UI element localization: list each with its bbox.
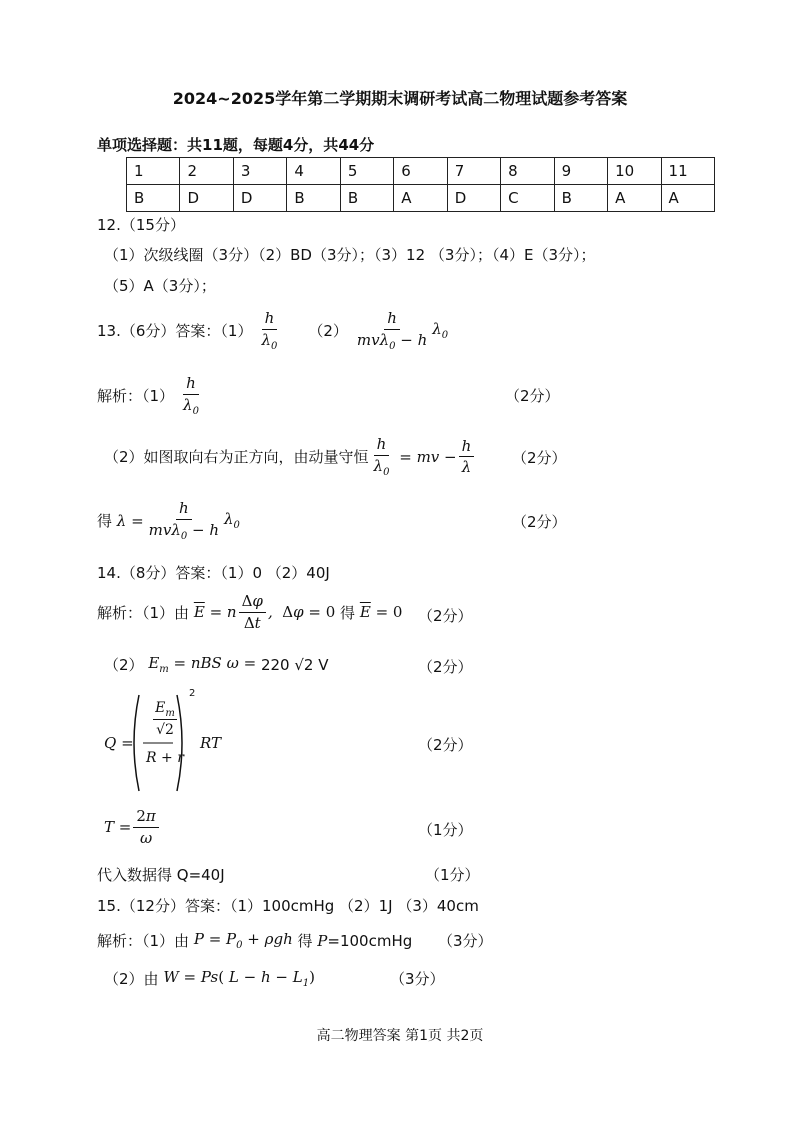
mc-heading: 单项选择题：共11题，每题4分，共44分 (97, 136, 375, 154)
q12-heading: 12.（15分） (97, 216, 185, 234)
formula-h-over-mvl0-minus-h: $\frac{h}{mv\lambda_0 - h}$ (148, 499, 219, 542)
score: （3分） (390, 970, 445, 988)
formula-dphi-zero: , Δφ = 0 (267, 603, 336, 621)
table-cell: D (180, 185, 233, 212)
table-cell: 1 (127, 158, 180, 185)
table-cell: A (394, 185, 447, 212)
q12-line2: （5）A（3分）； (104, 277, 216, 295)
formula-square: 2 (189, 688, 196, 699)
q14-daishu: 代入数据得 Q=40J (97, 866, 225, 884)
formula-sqrt2: √2 (289, 655, 319, 674)
q13-jiexi1 (97, 375, 204, 417)
formula-h-over-mvl0-minus-h: $\frac{h}{mv\lambda_0 - h}$ (356, 309, 428, 352)
score: （2分） (418, 736, 473, 754)
score: （2分） (512, 449, 567, 467)
formula-T-line (104, 808, 161, 846)
page-title: 2024~2025学年第二学期期末调研考试高二物理试题参考答案 (172, 89, 628, 108)
table-cell: B (340, 185, 393, 212)
table-cell: 3 (233, 158, 286, 185)
q14-part2-line (104, 654, 329, 675)
formula-Em: $E_m$ = nBS ω = (143, 654, 257, 675)
q13-part2-label: （2） (308, 322, 348, 341)
q15-jiexi-label-c: =100cmHg (327, 931, 413, 950)
formula-lambda0: $\lambda_0$ (432, 320, 449, 342)
q15-heading: 15.（12分）答案：（1）100cmHg （2）1J （3）40cm (97, 897, 479, 915)
q15-jiexi-label-b: 得 (297, 932, 313, 950)
answer-table (126, 157, 715, 212)
score: （3分） (438, 932, 493, 950)
formula-Q-eq: Q = (104, 734, 134, 752)
table-row-numbers (127, 158, 715, 185)
table-row-answers (127, 185, 715, 212)
q13-part2-text: （2）如图取向右为正方向，由动量守恒 (104, 448, 369, 467)
formula-2pi-over-omega: $\frac{2\pi}{\omega}$ (133, 808, 158, 846)
table-cell: 2 (180, 158, 233, 185)
table-cell: 6 (394, 158, 447, 185)
formula-h-over-lambda0: $\frac{h}{\lambda_0}$ (261, 309, 278, 352)
formula-P-eq: $P = P_0 + \rho gh$ (189, 930, 298, 951)
q14-jiexi-label: 解析：（1）由 (97, 603, 190, 622)
formula-h-over-lambda0: $\frac{h}{\lambda_0}$ (373, 435, 390, 478)
table-cell: 5 (340, 158, 393, 185)
q13-de-label: 得 (97, 512, 113, 531)
q15-jiexi-label-a: 解析：（1）由 (97, 932, 190, 950)
q14-jiexi1 (97, 593, 402, 631)
formula-lambda-eq: λ = (112, 511, 144, 530)
table-cell: 9 (554, 158, 607, 185)
formula-em-unit: V (318, 655, 329, 674)
table-cell: 7 (447, 158, 500, 185)
score: （2分） (418, 658, 473, 676)
q15-part2-line (104, 968, 315, 989)
table-cell: A (661, 185, 714, 212)
formula-P: P (312, 931, 328, 950)
formula-h-over-lambda: $\frac{h}{\lambda}$ (459, 438, 475, 476)
table-cell: 11 (661, 158, 714, 185)
formula-Q-fraction: $E_m$ √2 R + r (146, 700, 184, 766)
table-cell: C (501, 185, 554, 212)
q15-part2-label: （2）由 (104, 970, 159, 988)
q15-jiexi1 (97, 930, 412, 951)
table-cell: 8 (501, 158, 554, 185)
page-footer: 高二物理答案 第1页 共2页 (316, 1028, 484, 1044)
q13-answer-line (97, 310, 448, 352)
formula-W-eq: W = Ps( $L - h - L_1$) (158, 968, 315, 989)
score: （2分） (512, 513, 567, 531)
q13-jiexi1-label: 解析：（1） (97, 387, 175, 406)
formula-em-value: 220 (260, 655, 290, 674)
q13-part2-line (104, 436, 476, 478)
table-cell: D (447, 185, 500, 212)
formula-E-avg: $\overline{E} = n$ (193, 603, 237, 621)
q13-result-line (97, 500, 240, 542)
q14-de-label: 得 (340, 603, 356, 622)
score: （1分） (418, 821, 473, 839)
score: （2分） (418, 607, 473, 625)
q12-line1: （1）次级线圈（3分）（2）BD（3分）；（3）12 （3分）；（4）E（3分）； (104, 246, 596, 264)
table-cell: A (608, 185, 661, 212)
score: （2分） (505, 387, 560, 405)
formula-lambda0: $\lambda_0$ (224, 510, 240, 532)
formula-momentum-eq: = mv − (399, 447, 457, 466)
table-cell: B (554, 185, 607, 212)
table-cell: B (287, 185, 340, 212)
table-cell: 4 (287, 158, 340, 185)
formula-dphi-over-dt: $\frac{\Delta\varphi}{\Delta t}$ (239, 593, 266, 631)
formula-E-zero: $\overline{E} = 0$ (359, 603, 403, 621)
q13-heading: 13.（6分）答案：（1） (97, 322, 253, 341)
table-cell: B (127, 185, 180, 212)
q14-heading: 14.（8分）答案：（1）0 （2）40J (97, 564, 330, 582)
score: （1分） (425, 866, 480, 884)
formula-RT: RT (200, 734, 222, 752)
q14-part2-label: （2） (104, 656, 144, 674)
table-cell: 10 (608, 158, 661, 185)
formula-T-eq: T = (104, 818, 132, 836)
formula-h-over-lambda0: $\frac{h}{\lambda_0}$ (183, 374, 199, 417)
table-cell: D (233, 185, 286, 212)
